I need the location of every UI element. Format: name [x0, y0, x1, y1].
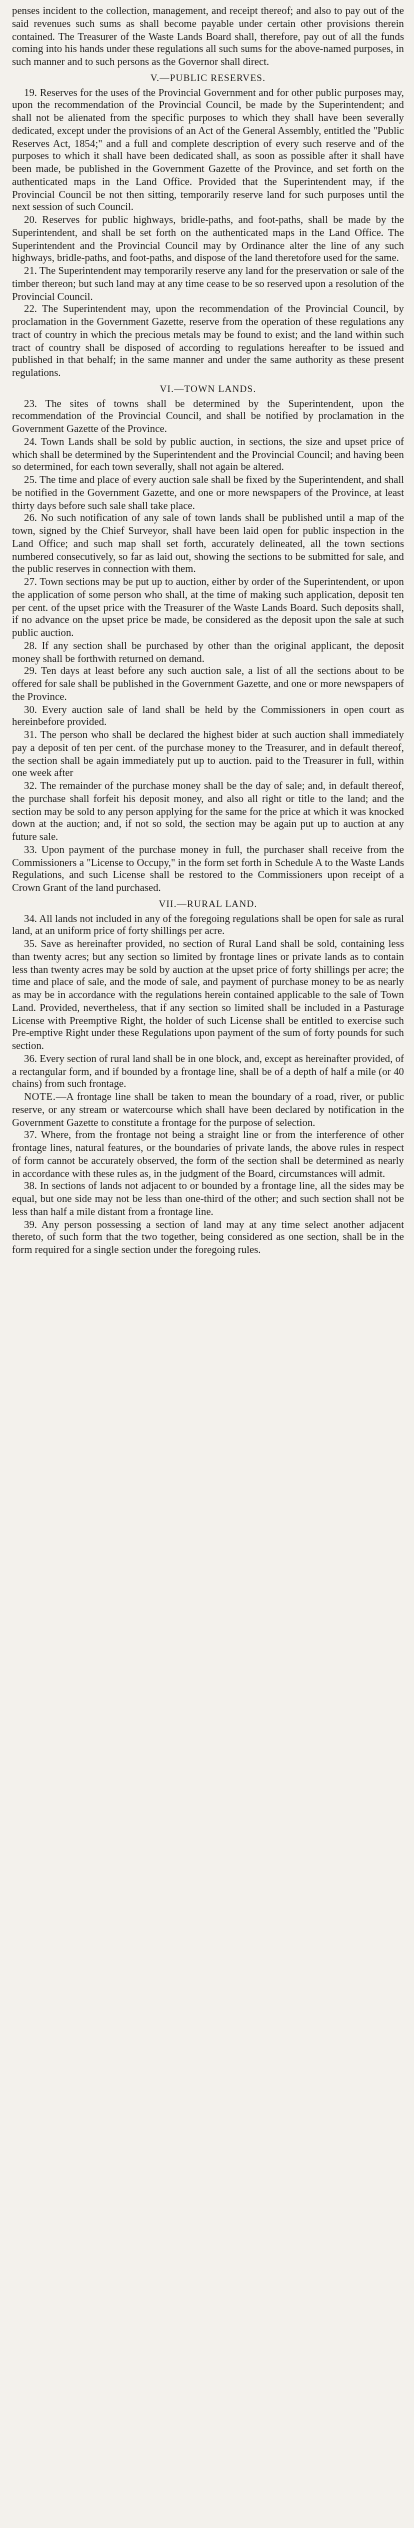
paragraph-text: Town Lands shall be sold by public auction, in sections, the size and upset price of which shall be determined by the Superintendent and the Provincial Council; and having been so determined, for each town severally, shall not again be altered.	[12, 436, 404, 474]
paragraph-number: 29.	[24, 666, 37, 678]
regulation-paragraph	[12, 577, 404, 641]
regulation-paragraph	[12, 845, 404, 896]
paragraph-text: The sites of towns shall be determined by the Superintendent, upon the recommendation of the Provincial Council, and shall be notified by proclamation in the Government Gazette of the Province.	[12, 398, 404, 435]
paragraph-number: 35.	[24, 939, 37, 950]
paragraph-number: 23.	[24, 398, 37, 410]
paragraph-text: Reserves for the uses of the Provincial Government and for other public purposes may, upon the recommendation of the Provincial Council, be made by the Superintendent; and shall not be alienated from the specific purposes to which they shall have been severally dedicated, except under the provisions of an Act of the General Assembly, entitled the "Public Reserves Act, 1854;" and a full and complete description of every such reserve and of the purposes to which it shall have been dedicated shall, as soon as possible after it shall have been made, be published in the Government Gazette of the Province, and set forth on the authenticated maps in the Land Office. Provided that the Superintendent may, if the Provincial Council be not then sitting, temporarily reserve land for such purposes until the next session of such Council.	[12, 87, 404, 214]
regulation-paragraph	[12, 730, 404, 781]
paragraph-text: Ten days at least before any such auction sale, a list of all the sections about to be offered for sale shall be published in the Government Gazette, and one or more newspapers of the Province.	[12, 666, 404, 703]
paragraph-number: 36.	[24, 1053, 37, 1065]
paragraph-text: Every auction sale of land shall be held by the Commissioners in open court as hereinbefore provided.	[12, 704, 404, 729]
paragraph-text: The Superintendent may, upon the recommendation of the Provincial Council, by proclamation in the Government Gazette, reserve from the operation of these regulations any tract of country in which the precious metals may be found to exist; and the land within such tract of country shall be disposed of according to regulations hereafter to be issued and published in that behalf; in the same manner and under the same authority as these present regulations.	[12, 304, 404, 379]
paragraph-text: Where, from the frontage not being a straight line or from the interference of other frontage lines, natural features, or the boundaries of private lands, the above rules in respect of form cannot be accurately observed, the form of the section shall be determined as nearly in accordance with these rules as, in the judgment of the Board, circumstances will admit.	[12, 1130, 404, 1180]
paragraph-number: 25.	[24, 475, 37, 486]
paragraph-number: 32.	[24, 781, 37, 792]
regulation-paragraph	[12, 437, 404, 475]
paragraph-number: 31.	[24, 730, 37, 741]
paragraph-text: The Superintendent may temporarily reserve any land for the preservation or sale of the timber thereon; but such land may at any time cease to be so reserved upon a resolution of the Provincial Council.	[12, 266, 404, 303]
paragraph-text: Any person possessing a section of land may at any time select another adjacent thereto, of such form that the two together, being considered as one section, shall be in the form required for a single section under the foregoing rules.	[12, 1219, 404, 1256]
paragraph-text: If any section shall be purchased by other than the original applicant, the deposit money shall be forthwith returned on demand.	[12, 640, 404, 665]
section-heading: V.—PUBLIC RESERVES.	[150, 72, 266, 84]
regulation-paragraph	[12, 666, 404, 704]
paragraph-text: Save as hereinafter provided, no section of Rural Land shall be sold, containing less than twenty acres; but any section so limited by frontage lines or private lands as to contain less than twenty acres may be sold by auction at the upset price of forty shillings per acre; the time and place of sale, and the mode of sale, and payment of purchase money to be as nearly as may be in accordance with the regulations herein contained applicable to the sale of Town Land. Provided, nevertheless, that if any section so limited shall be included in a Pasturage License with Preemptive Right, the holder of such License shall be entitled to exercise such Pre-emptive Right under these Regulations upon payment of the sum of forty pounds for such section.	[12, 939, 404, 1052]
paragraph-number: 26.	[24, 513, 37, 525]
paragraph-number: 33.	[24, 844, 37, 856]
regulation-paragraph	[12, 266, 404, 304]
regulation-paragraph	[12, 1181, 404, 1219]
paragraph-text: Every section of rural land shall be in one block, and, except as hereinafter provided, of a rectangular form, and if bounded by a frontage line, shall be of a depth of half a mile (or 40 chains) from such frontage.	[12, 1053, 404, 1091]
regulation-paragraph	[12, 399, 404, 437]
paragraph-text: —A frontage line shall be taken to mean the boundary of a road, river, or public reserve, or any stream or watercourse which shall have been declared by notification in the Government Gazette to constitute a frontage for the purpose of selection.	[12, 1092, 404, 1129]
sections-container	[12, 73, 404, 1258]
regulation-paragraph	[12, 1054, 404, 1092]
paragraph-number: 27.	[24, 577, 37, 588]
note-paragraph	[12, 1092, 404, 1130]
paragraph-text: In sections of lands not adjacent to or bounded by a frontage line, all the sides may be equal, but one side may not be less than one-third of the other; and such section shall not be less than half a mile distant from a frontage line.	[12, 1181, 404, 1218]
paragraph-number: 20.	[24, 215, 37, 226]
paragraph-number: 28.	[24, 640, 37, 652]
regulation-paragraph	[12, 475, 404, 513]
regulation-paragraph	[12, 304, 404, 381]
regulation-paragraph	[12, 215, 404, 266]
paragraph-number: 39.	[24, 1219, 37, 1231]
regulation-paragraph	[12, 1130, 404, 1181]
section-heading: VII.—RURAL LAND.	[158, 898, 258, 910]
paragraph-number: 22.	[24, 304, 37, 316]
paragraph-text: Town sections may be put up to auction, either by order of the Superintendent, or upon the application of some person who shall, at the time of making such application, deposit ten per cent. of the upset price with the Treasurer of the Waste Lands Board. Such deposits shall, if no advance on the upset price be made, be considered as the deposit upon the sale at such public auction.	[12, 577, 404, 639]
regulation-paragraph	[12, 781, 404, 845]
regulation-paragraph	[12, 1220, 404, 1258]
paragraph-text: Upon payment of the purchase money in full, the purchaser shall receive from the Commissioners a "License to Occupy," in the form set forth in Schedule A to the Waste Lands Regulations, and such License shall be restored to the Commissioners upon receipt of a Crown Grant of the land purchased.	[12, 844, 404, 894]
regulation-paragraph	[12, 88, 404, 216]
paragraph-number: 19.	[24, 87, 37, 99]
paragraph-number: 24.	[24, 436, 37, 448]
paragraph-text: Reserves for public highways, bridle-paths, and foot-paths, shall be made by the Superintendent, and shall be set forth on the authenticated maps in the Land Office. The Superintendent and the Provincial Council may by Ordinance alter the line of any such highways, bridle-paths, and foot-paths, and dispose of the land theretofore used for the same.	[12, 215, 404, 265]
paragraph-number: 30.	[24, 704, 37, 716]
paragraph-text: The remainder of the purchase money shall be the day of sale; and, in default thereof, the purchase shall forfeit his deposit money, and also all right or title to the land; and the section may be sold to any person applying for the same for the price at which it was knocked down at the auction; and, if not so sold, the section may be again put up to auction at any future sale.	[12, 781, 404, 843]
paragraph-number: 21.	[24, 266, 37, 277]
regulation-paragraph	[12, 513, 404, 577]
paragraph-text: No such notification of any sale of town lands shall be published until a map of the town, signed by the Chief Surveyor, shall have been laid open for public inspection in the Land Office; and such map shall set forth, accurately delineated, all the town sections numbered consecutively, so far as laid out, showing the sections to be submitted for sale, and the public reserves in connection with them.	[12, 513, 404, 576]
paragraph-text: The person who shall be declared the highest bider at such auction shall immediately pay a deposit of ten per cent. of the purchase money to the Treasurer, and in default thereof, the section shall be again immediately put up to auction. paid to the Treasurer in full, within one week after	[12, 730, 404, 780]
section-heading: VI.—TOWN LANDS.	[159, 383, 257, 395]
regulation-paragraph	[12, 641, 404, 667]
paragraph-text: The time and place of every auction sale shall be fixed by the Superintendent, and shall be notified in the Government Gazette, and one or more newspapers of the Province, at least thirty days before such sale shall take place.	[12, 475, 404, 512]
paragraph-number: 34.	[24, 913, 37, 925]
paragraph-number: 38.	[24, 1181, 37, 1193]
regulation-paragraph	[12, 914, 404, 940]
paragraph-text: All lands not included in any of the foregoing regulations shall be open for sale as rural land, at an uniform price of forty shillings per acre.	[12, 913, 404, 938]
paragraph-number: 37.	[24, 1130, 37, 1142]
regulation-paragraph	[12, 705, 404, 731]
regulation-paragraph	[12, 939, 404, 1054]
paragraph-number: NOTE.	[24, 1092, 56, 1103]
intro-paragraph: penses incident to the collection, management, and receipt thereof; and also to pay out of the said revenues such sums as shall become payable under certain other provisions therein contained. The Treasurer of the Waste Lands Board shall, therefore, pay out of all the funds coming into his hands under these regulations all such sums for the above-named purposes, in such manner and to such persons as the Governor shall direct.	[12, 6, 404, 68]
